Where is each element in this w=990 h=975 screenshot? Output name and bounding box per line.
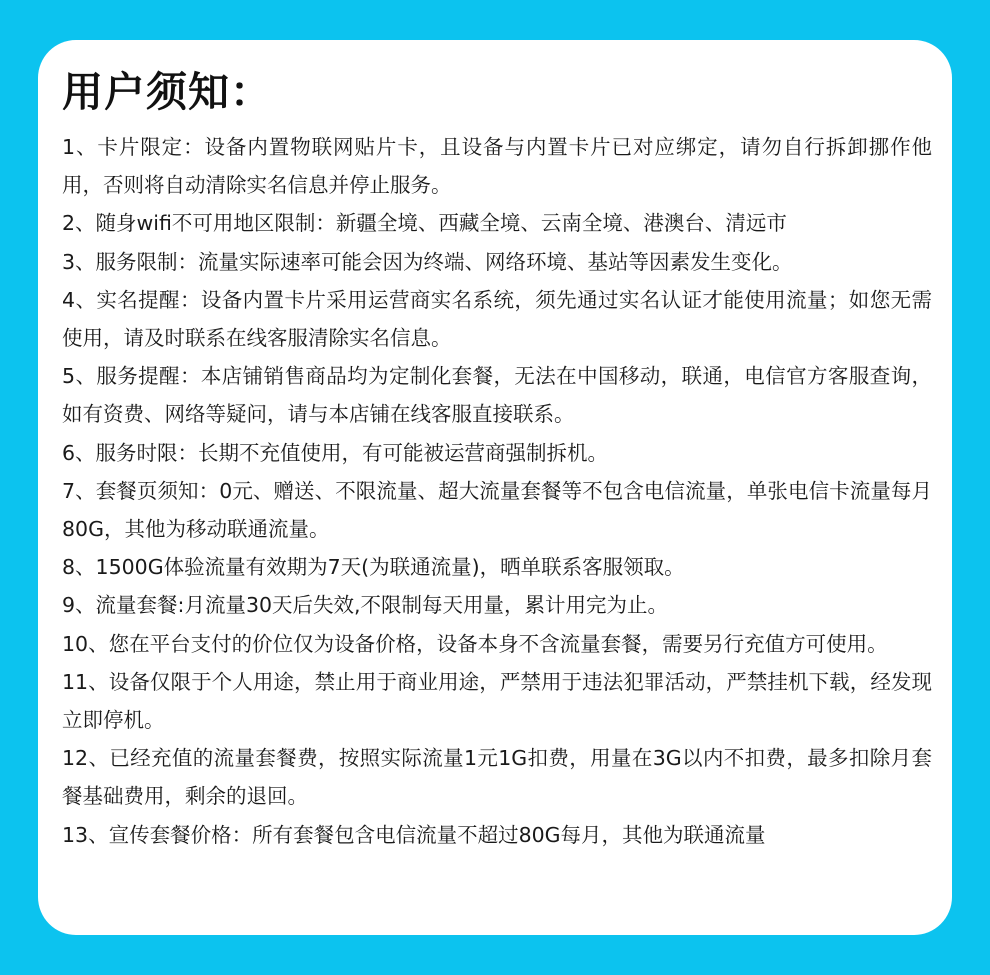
notice-title: 用户须知： [62, 68, 272, 116]
notice-item-1: 1、卡片限定：设备内置物联网贴片卡，且设备与内置卡片已对应绑定，请勿自行拆卸挪作他用，否则将自动清除实名信息并停止服务。 [62, 135, 932, 198]
notice-item-3: 3、服务限制：流量实际速率可能会因为终端、网络环境、基站等因素发生变化。 [62, 249, 793, 274]
notice-item-4: 4、实名提醒：设备内置卡片采用运营商实名系统，须先通过实名认证才能使用流量；如您无需使用，请及时联系在线客服清除实名信息。 [62, 287, 932, 351]
notice-item-12: 12、已经充值的流量套餐费，按照实际流量1元1G扣费，用量在3G以内不扣费，最多扣除月套餐基础费用，剩余的退回。 [62, 746, 932, 809]
notice-item-6: 6、服务时限：长期不充值使用，有可能被运营商强制拆机。 [62, 440, 609, 465]
notice-item-8: 8、1500G体验流量有效期为7天(为联通流量)，晒单联系客服领取。 [62, 555, 685, 580]
notice-item-11: 11、设备仅限于个人用途，禁止用于商业用途，严禁用于违法犯罪活动，严禁挂机下载，经发现立即停机。 [62, 669, 932, 733]
notice-item-7: 7、套餐页须知：0元、赠送、不限流量、超大流量套餐等不包含电信流量，单张电信卡流量每月80G，其他为移动联通流量。 [62, 478, 932, 542]
notice-item-2: 2、随身wifi不可用地区限制：新疆全境、西藏全境、云南全境、港澳台、清远市 [62, 211, 787, 236]
notice-item-5: 5、服务提醒：本店铺销售商品均为定制化套餐，无法在中国移动，联通，电信官方客服查询，如有资费、网络等疑问，请与本店铺在线客服直接联系。 [62, 364, 932, 427]
notice-item-13: 13、宣传套餐价格：所有套餐包含电信流量不超过80G每月，其他为联通流量 [62, 822, 766, 847]
notice-card [38, 40, 952, 935]
notice-item-10: 10、您在平台支付的价位仅为设备价格，设备本身不含流量套餐，需要另行充值方可使用。 [62, 631, 888, 656]
notice-item-9: 9、流量套餐:月流量30天后失效,不限制每天用量，累计用完为止。 [62, 593, 669, 618]
notice-list [62, 128, 932, 854]
